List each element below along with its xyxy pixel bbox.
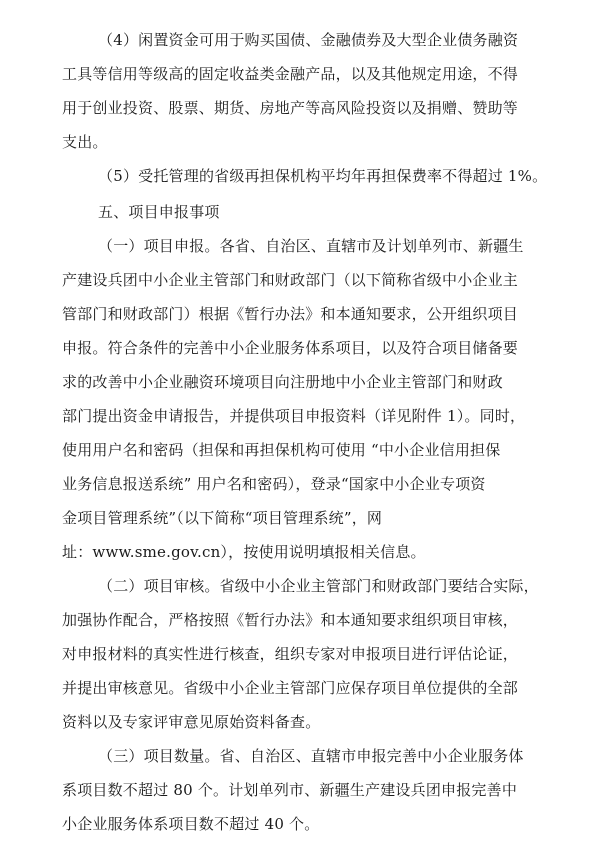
text-line: 支出。 — [62, 133, 108, 151]
text-line: 小企业服务体系项目数不超过 40 个。 — [62, 815, 320, 833]
url-line: 址：www.sme.gov.cn），按使用说明填报相关信息。 — [62, 543, 426, 561]
text-line: （5）受托管理的省级再担保机构平均年再担保费率不得超过 1%。 — [98, 167, 548, 185]
text-line: 工具等信用等级高的固定收益类金融产品，以及其他规定用途，不得 — [62, 65, 519, 83]
text-line: （一）项目申报。各省、自治区、直辖市及计划单列市、新疆生 — [98, 237, 524, 255]
text-line: 系项目数不超过 80 个。计划单列市、新疆生产建设兵团申报完善中 — [62, 781, 518, 799]
text-line: 并提出审核意见。省级中小企业主管部门应保存项目单位提供的全部 — [62, 679, 519, 697]
text-line: 部门提出资金申请报告，并提供项目申报资料（详见附件 1）。同时， — [62, 407, 526, 425]
text-line: 加强协作配合，严格按照《暂行办法》和本通知要求组织项目审核， — [62, 611, 519, 629]
text-line: 产建设兵团中小企业主管部门和财政部门（以下简称省级中小企业主 — [62, 271, 519, 289]
text-line: 资料以及专家评审意见原始资料备查。 — [62, 713, 321, 731]
text-line: 使用用户名和密码（担保和再担保机构可使用 “中小企业信用担保 — [62, 441, 501, 459]
text-line: （三）项目数量。省、自治区、直辖市申报完善中小企业服务体 — [98, 747, 524, 765]
text-line: 求的改善中小企业融资环境项目向注册地中小企业主管部门和财政 — [62, 373, 503, 391]
text-line: 申报。符合条件的完善中小企业服务体系项目，以及符合项目储备要 — [62, 339, 519, 357]
text-line: 管部门和财政部门）根据《暂行办法》和本通知要求，公开组织项目 — [62, 305, 519, 323]
text-line: 业务信息报送系统” 用户名和密码），登录“国家中小企业专项资 — [62, 475, 486, 493]
section-heading: 五、项目申报事项 — [98, 203, 220, 221]
text-line: 金项目管理系统”（以下简称“项目管理系统”，网 — [62, 509, 383, 527]
text-line: 用于创业投资、股票、期货、房地产等高风险投资以及捐赠、赞助等 — [62, 99, 519, 117]
text-line: 对申报材料的真实性进行核查，组织专家对申报项目进行评估论证， — [62, 645, 519, 663]
text-line: （4）闲置资金可用于购买国债、金融债券及大型企业债务融资 — [98, 31, 519, 49]
text-line: （二）项目审核。省级中小企业主管部门和财政部门要结合实际， — [98, 577, 539, 595]
